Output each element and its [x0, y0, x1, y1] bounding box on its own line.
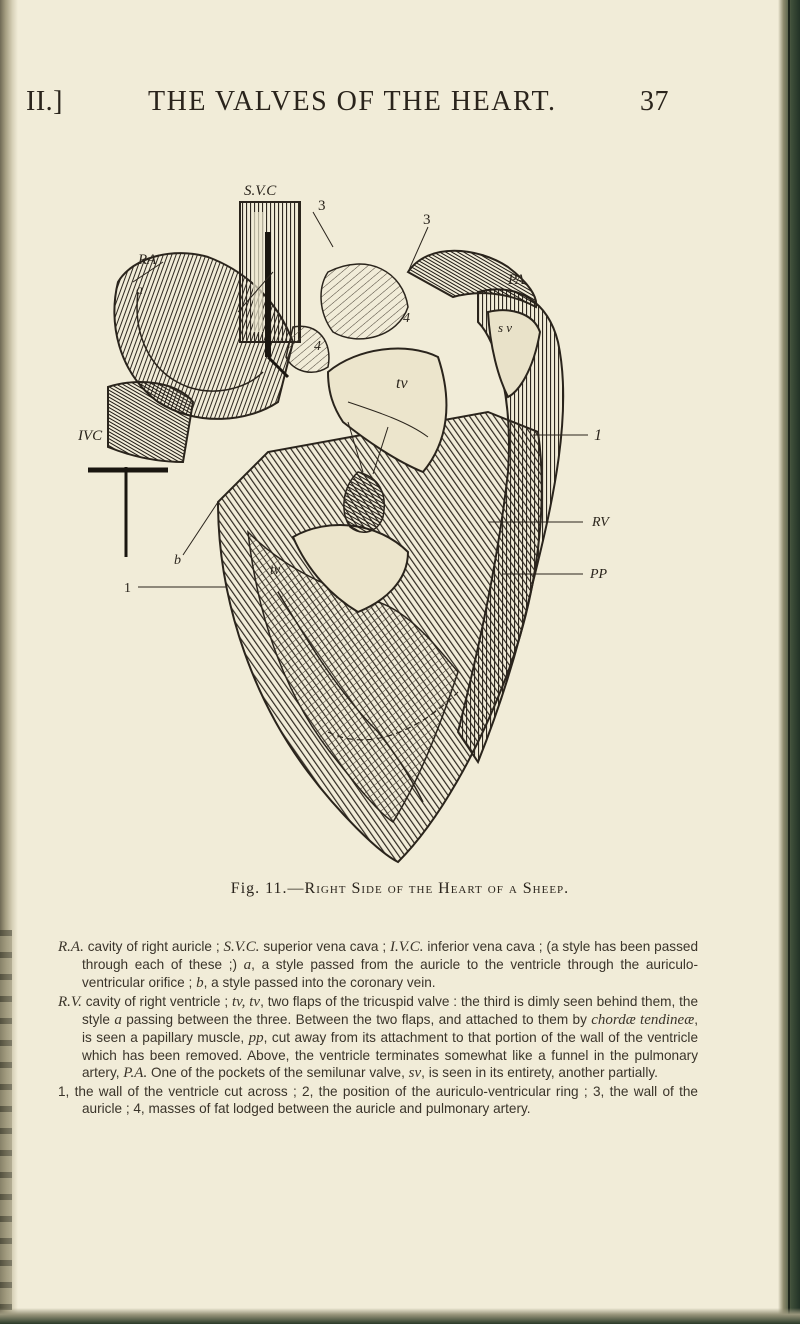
- label-4-upper: 4: [403, 311, 410, 326]
- label-1-right: 1: [594, 427, 602, 444]
- label-rv: RV: [592, 515, 609, 530]
- label-3-left: 3: [318, 198, 326, 214]
- label-1-left: 1: [124, 581, 131, 596]
- section-number: II.]: [26, 86, 63, 117]
- figure-title: Right Side of the Heart of a Sheep.: [304, 880, 570, 897]
- heart-illustration: [78, 172, 638, 872]
- running-head: [0, 86, 800, 120]
- label-pa: PA: [508, 272, 525, 288]
- label-tv-upper: tv: [396, 375, 408, 392]
- label-pp: PP: [590, 567, 608, 582]
- label-svc: S.V.C: [244, 183, 277, 199]
- label-a: a: [136, 283, 143, 298]
- inferior-vena-cava: [108, 382, 193, 462]
- label-sv: s v: [498, 320, 513, 335]
- figure-number: Fig. 11.: [230, 880, 288, 897]
- label-b: b: [174, 553, 181, 568]
- figure-caption: Fig. 11.—Right Side of the Heart of a Sheep.: [230, 880, 570, 897]
- label-ra: RA: [138, 252, 157, 268]
- page-number: 37: [640, 86, 669, 117]
- page-title: THE VALVES OF THE HEART.: [148, 86, 557, 117]
- legend-paragraph-rv: R.V. cavity of right ventricle ; tv, tv, two flaps of the tricuspid valve : the third is dimly seen behind them, the style a passing between the three. Between the two flaps, and attached to them by chordæ tendineæ, is seen a papillary muscle, pp, cut away from its attachment to that portion of the wall of the ventricle which has been removed. Above, the ventricle terminates somewhat like a funnel in the pulmonary artery, P.A. One of the pockets of the semilunar valve, sv, is seen in its entirety, another partially.: [58, 993, 698, 1082]
- heart-engraving: [78, 172, 638, 872]
- label-tv-lower: tv: [270, 563, 281, 578]
- label-4-lower: 4: [314, 339, 321, 354]
- figure-legend: [58, 938, 698, 1117]
- legend-paragraph-numbers: 1, the wall of the ventricle cut across ; 2, the position of the auriculo-ventricular ring ; 3, the wall of the auricle ; 4, masses of fat lodged between the auricle and pulmonary artery.: [58, 1083, 698, 1116]
- label-3-right: 3: [423, 212, 431, 228]
- label-ivc: IVC: [78, 428, 103, 444]
- page-edge-bottom: [0, 1308, 800, 1324]
- legend-paragraph-ra: R.A. cavity of right auricle ; S.V.C. superior vena cava ; I.V.C. inferior vena cava ; (a style has been passed through each of these ;) a, a style passed from the auricle to the ventricle through the auriculo-ventricular orifice ; b, a style passed into the coronary vein.: [58, 939, 699, 992]
- binding-rule: [788, 0, 790, 1324]
- page-edge-marks: [0, 930, 12, 1310]
